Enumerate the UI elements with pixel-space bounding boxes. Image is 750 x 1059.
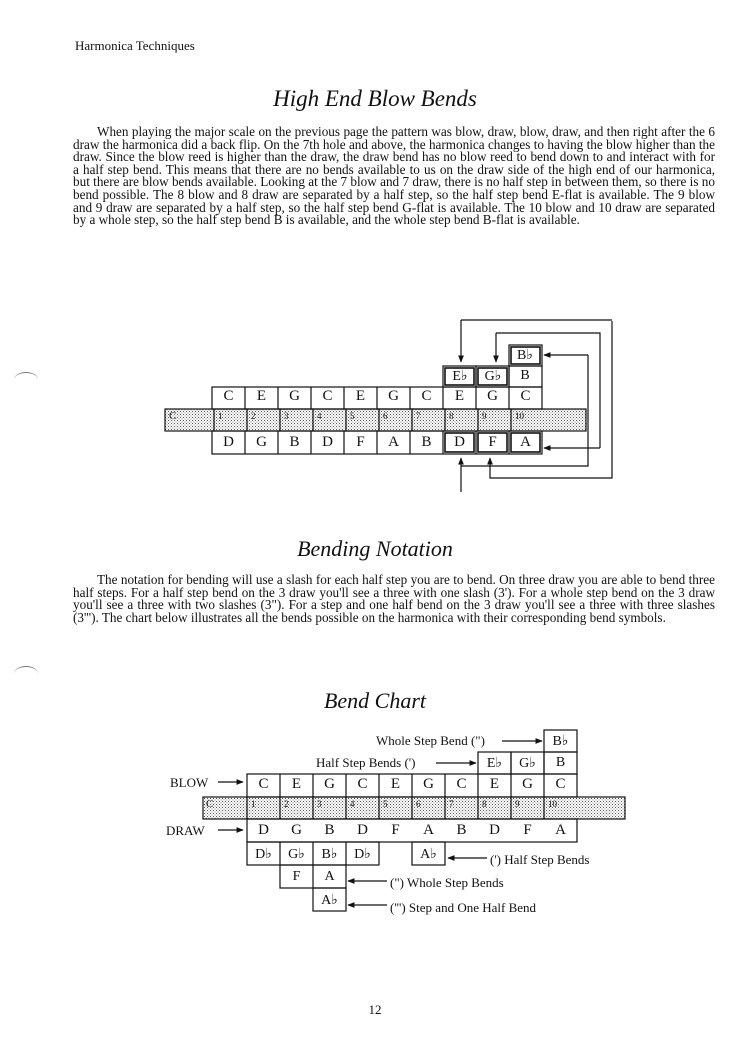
chart-hole-number: 8	[482, 799, 487, 809]
label-half-step-bottom: (') Half Step Bends	[490, 852, 590, 867]
bend-label-eflat: E♭	[452, 369, 468, 384]
chart-hole-number: 5	[383, 799, 388, 809]
chart-blow-note: E	[489, 776, 500, 792]
bend-chart-comb-label: C	[206, 798, 214, 810]
chart-blow-note: G	[423, 776, 434, 792]
chart-draw-bend-4: D♭	[354, 847, 371, 862]
chart-draw-note: B	[456, 822, 467, 838]
section-title-bend-chart: Bend Chart	[323, 688, 427, 713]
draw-note: F	[356, 434, 365, 450]
chart-draw-bend-2: G♭	[288, 847, 305, 862]
chart-draw-note: B	[324, 822, 335, 838]
chart-hole-number: 3	[317, 799, 322, 809]
blow-note: G	[289, 388, 300, 404]
chart-draw-note: F	[391, 822, 400, 838]
chart-blow-note: C	[456, 776, 467, 792]
label-draw: DRAW	[166, 823, 205, 838]
chart-blow-note: C	[555, 776, 566, 792]
blow-note: C	[520, 388, 531, 404]
hole-number: 4	[317, 411, 322, 421]
chart-hole-number: 1	[251, 799, 256, 809]
hole-number: 10	[515, 411, 524, 421]
draw-note: F	[488, 434, 497, 450]
chart-draw-note: G	[291, 822, 302, 838]
label-whole-step-bottom: (") Whole Step Bends	[390, 875, 504, 890]
draw-note: B	[421, 434, 432, 450]
hole-number: 8	[449, 411, 454, 421]
section-title-high-end-blow-bends: High End Blow Bends	[273, 86, 477, 111]
bend-chart-comb	[203, 797, 625, 819]
blow-note: E	[256, 388, 267, 404]
label-blow: BLOW	[170, 775, 209, 790]
chart-draw-note: D	[357, 822, 368, 838]
paragraph-high-end-blow-bends: When playing the major scale on the previous page the pattern was blow, draw, blow, draw, and then right after the 6 draw the harmonica did a back flip. On the 7th hole and above, the harmonica changes to having the blow higher than the draw. Since the blow reed is higher than the draw, the draw bend has no blow reed to bend down to and interact with for a half step bend. This means that there are no bends available to us on the draw side of the high end of our harmonica, but there are blow bends available. Looking at the 7 blow and 7 draw, there is no half step in between them, so there is no bend possible. The 8 blow and 8 draw are separated by a half step, so the half step bend E-flat is available. The 9 blow and 9 draw are separated by a half step, so the half step bend G-flat is available. The 10 blow and 10 draw are separated by a whole step, so the half step bend B is available, and the whole step bend B-flat is available.	[73, 124, 715, 228]
chart-hole-number: 2	[284, 799, 289, 809]
chart-hole-number: 9	[515, 799, 520, 809]
comb-label: C	[169, 410, 177, 422]
hole-number: 9	[482, 411, 487, 421]
draw-note: D	[223, 434, 234, 450]
blow-note: E	[355, 388, 366, 404]
blow-note: C	[421, 388, 432, 404]
hole-number: 2	[251, 411, 256, 421]
label-whole-step-top: Whole Step Bend (")	[376, 733, 485, 748]
chart-draw-note: D	[258, 822, 269, 838]
blow-note: G	[388, 388, 399, 404]
bend-label-b: B	[520, 368, 530, 383]
chart-blow-note: C	[357, 776, 368, 792]
chart-blow-note: E	[291, 776, 302, 792]
chart-draw-bend-1: D♭	[255, 847, 272, 862]
blow-note: E	[454, 388, 465, 404]
chart-draw-step-half-3: A♭	[321, 893, 338, 908]
label-half-step-top: Half Step Bends (')	[316, 755, 416, 770]
chart-draw-whole-2: F	[292, 869, 301, 884]
chart-blow-note: C	[258, 776, 269, 792]
draw-note: A	[520, 434, 531, 450]
paragraph-bending-notation: The notation for bending will use a slash for each half step you are to bend. On three draw you are able to bend three half steps. For a half step bend on the 3 draw you'll see a three with one slash (3'). For a whole step bend on the 3 draw you'll see a three with two slashes (3"). For a step and one half bend on the 3 draw you'll see a three with three slashes (3'''). The chart below illustrates all the bends possible on the harmonica with their corresponding bend symbols.	[73, 572, 715, 625]
binding-mark	[14, 372, 38, 387]
binding-mark	[14, 666, 38, 681]
chart-draw-note: A	[555, 822, 566, 838]
blow-note: C	[322, 388, 333, 404]
blow-note: G	[487, 388, 498, 404]
page-number: 12	[368, 1002, 382, 1017]
hole-number: 7	[416, 411, 421, 421]
draw-note: D	[322, 434, 333, 450]
chart-draw-note: A	[423, 822, 434, 838]
chart-blow-note: G	[522, 776, 533, 792]
chart-blow-bend-eflat: E♭	[486, 756, 503, 771]
hole-number: 5	[350, 411, 355, 421]
chart-blow-note: E	[390, 776, 401, 792]
chart-hole-number: 10	[548, 799, 557, 809]
chart-draw-bend-3: B♭	[321, 847, 338, 862]
chart-draw-bend-6: A♭	[420, 847, 437, 862]
chart-blow-note: G	[324, 776, 335, 792]
chart-draw-note: D	[489, 822, 500, 838]
running-header: Harmonica Techniques	[75, 38, 195, 53]
bend-label-gflat: G♭	[484, 369, 502, 384]
draw-note: A	[388, 434, 399, 450]
section-title-bending-notation: Bending Notation	[297, 536, 453, 561]
bend-label-bflat: B♭	[517, 348, 533, 363]
hole-number: 1	[218, 411, 223, 421]
blow-note: C	[223, 388, 234, 404]
chart-draw-whole-3: A	[324, 869, 335, 884]
chart-hole-number: 4	[350, 799, 355, 809]
draw-note: G	[256, 434, 267, 450]
chart-blow-bend-b: B	[555, 755, 566, 770]
chart-draw-note: F	[523, 822, 532, 838]
draw-note: D	[454, 434, 465, 450]
label-step-and-half: (''') Step and One Half Bend	[390, 900, 537, 915]
chart-blow-bend-bflat: B♭	[552, 734, 569, 749]
hole-number: 3	[284, 411, 289, 421]
chart-hole-number: 6	[416, 799, 421, 809]
hole-number: 6	[383, 411, 388, 421]
chart-blow-bend-gflat: G♭	[519, 756, 536, 771]
draw-note: B	[289, 434, 300, 450]
chart-hole-number: 7	[449, 799, 454, 809]
